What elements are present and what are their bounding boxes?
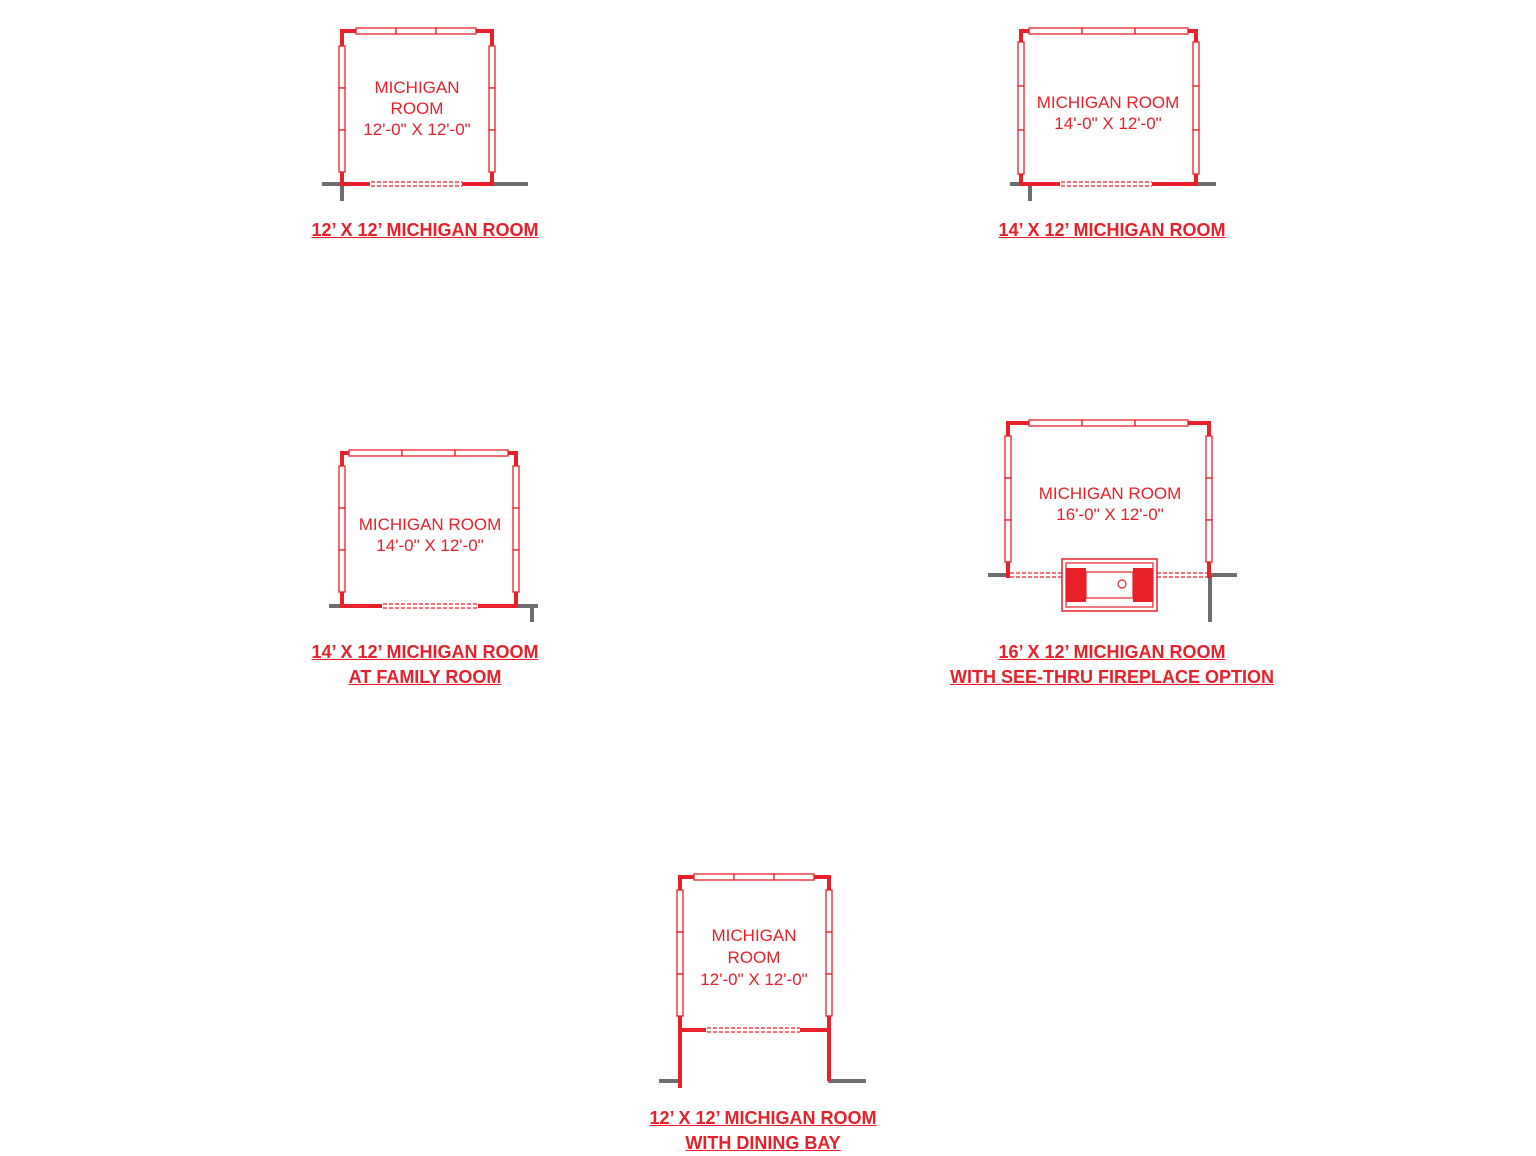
caption-line: 12’ X 12’ MICHIGAN ROOM	[311, 220, 539, 240]
plan-caption	[613, 1106, 913, 1156]
plan-16x12-fireplace	[988, 420, 1237, 622]
room-name: ROOM	[727, 948, 781, 967]
room-name: MICHIGAN ROOM	[1036, 93, 1180, 112]
room-dimensions: 12'-0" X 12'-0"	[363, 120, 471, 139]
caption-line: 14’ X 12’ MICHIGAN ROOM	[998, 220, 1226, 240]
window-units	[677, 874, 832, 1016]
caption-line: 16’ X 12’ MICHIGAN ROOM	[998, 642, 1226, 662]
caption-line: 12’ X 12’ MICHIGAN ROOM	[649, 1108, 877, 1128]
sliding-door	[371, 182, 462, 186]
room-dimensions: 12'-0" X 12'-0"	[700, 970, 808, 989]
plan-12x12	[322, 28, 528, 201]
plan-14x12-family-room	[329, 450, 538, 622]
room-name: MICHIGAN	[711, 926, 797, 945]
plan-12x12-dining-bay	[659, 874, 866, 1088]
plan-caption	[932, 640, 1292, 690]
room-name: MICHIGAN	[374, 78, 460, 97]
see-thru-fireplace	[1062, 559, 1157, 611]
room-name: MICHIGAN ROOM	[358, 515, 502, 534]
room-name: ROOM	[390, 99, 444, 118]
room-dimensions: 16'-0" X 12'-0"	[1056, 505, 1164, 524]
room-dimensions: 14'-0" X 12'-0"	[376, 536, 484, 555]
plan-caption	[275, 640, 575, 690]
room-dimensions: 14'-0" X 12'-0"	[1054, 114, 1162, 133]
caption-line: WITH DINING BAY	[685, 1133, 841, 1153]
sliding-door	[707, 1028, 800, 1032]
caption-line: AT FAMILY ROOM	[348, 667, 502, 687]
plan-caption	[962, 218, 1262, 243]
plan-caption	[275, 218, 575, 243]
caption-line: WITH SEE-THRU FIREPLACE OPTION	[950, 667, 1274, 687]
sliding-door	[1061, 182, 1152, 186]
sliding-door	[383, 604, 477, 608]
room-name: MICHIGAN ROOM	[1038, 484, 1182, 503]
caption-line: 14’ X 12’ MICHIGAN ROOM	[311, 642, 539, 662]
plan-14x12	[1010, 28, 1216, 201]
